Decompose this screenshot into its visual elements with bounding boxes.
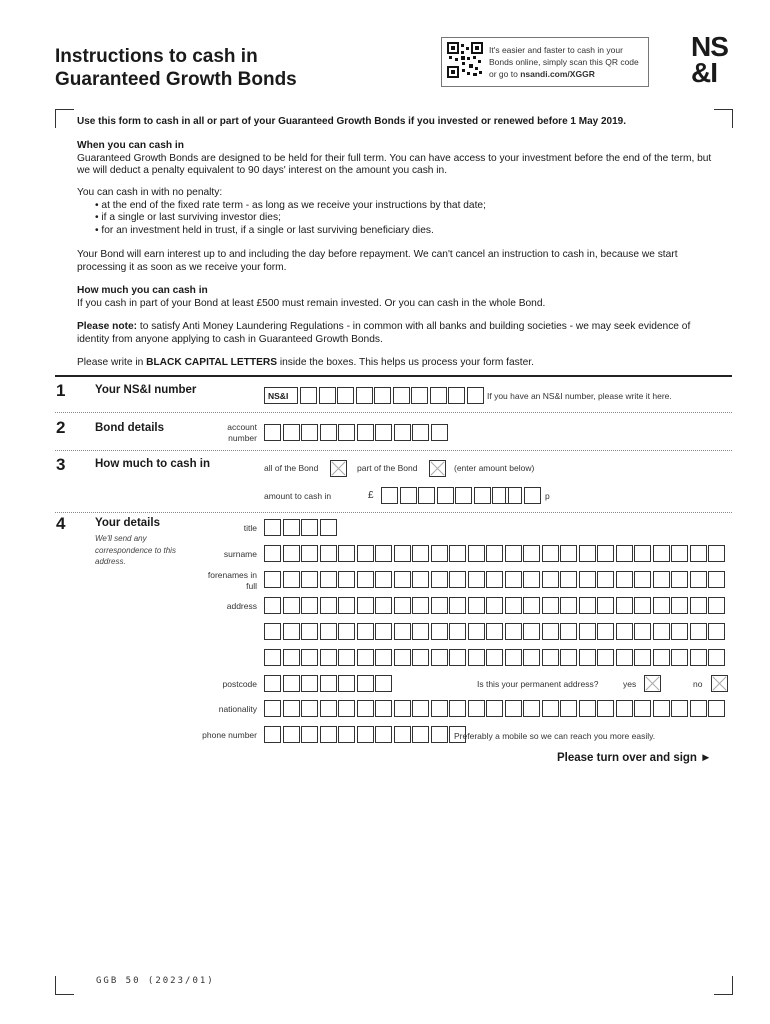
char-box[interactable] xyxy=(690,649,707,666)
char-box[interactable] xyxy=(393,387,410,404)
char-box[interactable] xyxy=(597,597,614,614)
char-box[interactable] xyxy=(264,675,281,692)
char-box[interactable] xyxy=(264,623,281,640)
char-box[interactable] xyxy=(301,545,318,562)
permanent-no-checkbox[interactable] xyxy=(711,675,728,692)
section-title: Your NS&I number xyxy=(95,384,197,396)
char-box[interactable] xyxy=(320,675,337,692)
crop-mark xyxy=(55,109,74,128)
char-box[interactable] xyxy=(283,675,300,692)
char-box[interactable] xyxy=(708,623,725,640)
char-box[interactable] xyxy=(357,675,374,692)
char-box[interactable] xyxy=(431,597,448,614)
char-box[interactable] xyxy=(431,571,448,588)
char-box[interactable] xyxy=(320,623,337,640)
char-box[interactable] xyxy=(357,597,374,614)
char-box[interactable] xyxy=(486,545,503,562)
char-box[interactable] xyxy=(357,623,374,640)
char-box[interactable] xyxy=(468,597,485,614)
char-box[interactable] xyxy=(653,597,670,614)
char-box[interactable] xyxy=(283,424,300,441)
address-line2-input[interactable] xyxy=(264,623,727,640)
char-box[interactable] xyxy=(449,700,466,717)
char-box[interactable] xyxy=(468,649,485,666)
char-box[interactable] xyxy=(523,597,540,614)
how-much-heading: How much you can cash in xyxy=(77,285,208,296)
char-box[interactable] xyxy=(375,675,392,692)
char-box[interactable] xyxy=(418,487,435,504)
section-number: 4 xyxy=(56,514,66,533)
forenames-label: forenames in full xyxy=(207,570,257,591)
char-box[interactable] xyxy=(337,387,354,404)
char-box[interactable] xyxy=(505,623,522,640)
char-box[interactable] xyxy=(394,726,411,743)
char-box[interactable] xyxy=(394,700,411,717)
page-title-line2: Guaranteed Growth Bonds xyxy=(55,69,297,90)
char-box[interactable] xyxy=(300,387,317,404)
char-box[interactable] xyxy=(301,424,318,441)
char-box[interactable] xyxy=(542,700,559,717)
char-box[interactable] xyxy=(542,571,559,588)
crop-mark xyxy=(714,976,733,995)
no-label: no xyxy=(693,679,703,689)
char-box[interactable] xyxy=(634,623,651,640)
char-box[interactable] xyxy=(301,571,318,588)
char-box[interactable] xyxy=(338,726,355,743)
char-box[interactable] xyxy=(671,649,688,666)
char-box[interactable] xyxy=(411,387,428,404)
char-box[interactable] xyxy=(690,597,707,614)
char-box[interactable] xyxy=(412,623,429,640)
char-box[interactable] xyxy=(264,545,281,562)
char-box[interactable] xyxy=(597,623,614,640)
char-box[interactable] xyxy=(264,726,281,743)
char-box[interactable] xyxy=(357,545,374,562)
online-link[interactable]: nsandi.com/XGGR xyxy=(520,69,595,79)
char-box[interactable] xyxy=(301,675,318,692)
char-box[interactable] xyxy=(338,571,355,588)
char-box[interactable] xyxy=(449,545,466,562)
char-box[interactable] xyxy=(690,623,707,640)
char-box[interactable] xyxy=(486,623,503,640)
char-box[interactable] xyxy=(320,649,337,666)
char-box[interactable] xyxy=(523,623,540,640)
char-box[interactable] xyxy=(486,571,503,588)
char-box[interactable] xyxy=(597,545,614,562)
permanent-address-question: Is this your permanent address? xyxy=(477,679,599,689)
section-number: 3 xyxy=(56,455,66,474)
intro-text: Use this form to cash in all or part of your Guaranteed Growth Bonds if you invested or renewed before 1 May 2019. xyxy=(77,116,627,127)
char-box[interactable] xyxy=(542,623,559,640)
qr-code-icon[interactable] xyxy=(447,42,483,78)
char-box[interactable] xyxy=(412,597,429,614)
char-box[interactable] xyxy=(301,649,318,666)
char-box[interactable] xyxy=(283,519,300,536)
char-box[interactable] xyxy=(597,700,614,717)
char-box[interactable] xyxy=(375,623,392,640)
surname-label: surname xyxy=(223,549,257,559)
char-box[interactable] xyxy=(431,649,448,666)
char-box[interactable] xyxy=(579,700,596,717)
char-box[interactable] xyxy=(560,649,577,666)
char-box[interactable] xyxy=(338,675,355,692)
char-box[interactable] xyxy=(430,387,447,404)
char-box[interactable] xyxy=(486,700,503,717)
char-box[interactable] xyxy=(653,649,670,666)
crop-mark xyxy=(55,976,74,995)
char-box[interactable] xyxy=(283,700,300,717)
char-box[interactable] xyxy=(708,700,725,717)
pence-sign: p xyxy=(545,491,550,501)
char-box[interactable] xyxy=(412,571,429,588)
char-box[interactable] xyxy=(505,649,522,666)
char-box[interactable] xyxy=(616,649,633,666)
section-title: Your details xyxy=(95,517,160,529)
penalty-section xyxy=(77,187,717,237)
char-box[interactable] xyxy=(448,387,465,404)
char-box[interactable] xyxy=(283,545,300,562)
char-box[interactable] xyxy=(579,571,596,588)
char-box[interactable] xyxy=(653,700,670,717)
char-box[interactable] xyxy=(449,571,466,588)
page-title-line1: Instructions to cash in xyxy=(55,46,258,67)
char-box[interactable] xyxy=(431,424,448,441)
char-box[interactable] xyxy=(474,487,491,504)
char-box[interactable] xyxy=(560,597,577,614)
char-box[interactable] xyxy=(505,487,522,504)
char-box[interactable] xyxy=(486,597,503,614)
char-box[interactable] xyxy=(468,545,485,562)
when-body: Guaranteed Growth Bonds are designed to be held for their full term. You can have access to your investment before the end of the term, but we will deduct a penalty equivalent to 90 days' interest on the amount you cash in. xyxy=(77,152,712,176)
char-box[interactable] xyxy=(523,571,540,588)
forenames-input[interactable] xyxy=(264,571,727,588)
char-box[interactable] xyxy=(653,545,670,562)
when-heading: When you can cash in xyxy=(77,140,184,151)
char-box[interactable] xyxy=(523,700,540,717)
char-box[interactable] xyxy=(579,623,596,640)
char-box[interactable] xyxy=(338,597,355,614)
char-box[interactable] xyxy=(523,649,540,666)
char-box[interactable] xyxy=(671,623,688,640)
section-divider xyxy=(55,412,732,413)
char-box[interactable] xyxy=(634,700,651,717)
amount-pence-input[interactable] xyxy=(505,487,542,504)
char-box[interactable] xyxy=(634,597,651,614)
account-number-input[interactable] xyxy=(264,424,449,441)
section-divider xyxy=(55,450,732,451)
char-box[interactable] xyxy=(394,571,411,588)
char-box[interactable] xyxy=(616,571,633,588)
char-box[interactable] xyxy=(264,571,281,588)
char-box[interactable] xyxy=(467,387,484,404)
char-box[interactable] xyxy=(579,545,596,562)
char-box[interactable] xyxy=(560,545,577,562)
char-box[interactable] xyxy=(690,700,707,717)
penalty-bullet: • if a single or last surviving investor dies; xyxy=(95,212,717,225)
char-box[interactable] xyxy=(301,623,318,640)
penalty-bullet: • at the end of the fixed rate term - as long as we receive your instructions by that date; xyxy=(95,200,717,213)
char-box[interactable] xyxy=(653,623,670,640)
char-box[interactable] xyxy=(486,649,503,666)
nsi-number-hint: If you have an NS&I number, please write it here. xyxy=(487,391,672,401)
char-box[interactable] xyxy=(455,487,472,504)
char-box[interactable] xyxy=(597,571,614,588)
how-much-section xyxy=(77,285,717,310)
turn-over-instruction: Please turn over and sign ► xyxy=(557,752,712,764)
char-box[interactable] xyxy=(690,571,707,588)
title-label: title xyxy=(243,523,257,533)
form-code: GGB 50 (2023/01) xyxy=(96,976,215,986)
char-box[interactable] xyxy=(338,545,355,562)
interest-text: Your Bond will earn interest up to and including the day before repayment. We can't cancel an instruction to cash in, because we start processing it as soon as we receive your form. xyxy=(77,249,678,273)
char-box[interactable] xyxy=(708,597,725,614)
char-box[interactable] xyxy=(394,649,411,666)
char-box[interactable] xyxy=(338,649,355,666)
write-instruction: Please write in BLACK CAPITAL LETTERS inside the boxes. This helps us process your form faster. xyxy=(77,357,534,368)
char-box[interactable] xyxy=(560,700,577,717)
amount-pounds-input[interactable] xyxy=(381,487,511,504)
phone-hint: Preferably a mobile so we can reach you more easily. xyxy=(454,731,656,741)
char-box[interactable] xyxy=(616,623,633,640)
when-section xyxy=(77,140,717,178)
penalty-lead: You can cash in with no penalty: xyxy=(77,187,223,198)
char-box[interactable] xyxy=(431,545,448,562)
char-box[interactable] xyxy=(449,597,466,614)
char-box[interactable] xyxy=(431,700,448,717)
pound-sign: £ xyxy=(368,490,374,501)
char-box[interactable] xyxy=(264,700,281,717)
yes-label: yes xyxy=(623,679,637,689)
char-box[interactable] xyxy=(375,571,392,588)
char-box[interactable] xyxy=(468,623,485,640)
char-box[interactable] xyxy=(412,545,429,562)
char-box[interactable] xyxy=(283,649,300,666)
how-much-body: If you cash in part of your Bond at least £500 must remain invested. Or you can cash in the whole Bond. xyxy=(77,297,546,309)
address-label: address xyxy=(226,601,257,611)
char-box[interactable] xyxy=(357,700,374,717)
char-box[interactable] xyxy=(431,726,448,743)
char-box[interactable] xyxy=(356,387,373,404)
char-box[interactable] xyxy=(283,597,300,614)
char-box[interactable] xyxy=(264,649,281,666)
phone-input[interactable] xyxy=(264,726,468,743)
char-box[interactable] xyxy=(283,571,300,588)
char-box[interactable] xyxy=(301,597,318,614)
char-box[interactable] xyxy=(400,487,417,504)
char-box[interactable] xyxy=(375,597,392,614)
char-box[interactable] xyxy=(579,649,596,666)
char-box[interactable] xyxy=(505,545,522,562)
char-box[interactable] xyxy=(301,519,318,536)
title-input[interactable] xyxy=(264,519,338,536)
char-box[interactable] xyxy=(505,597,522,614)
char-box[interactable] xyxy=(634,649,651,666)
char-box[interactable] xyxy=(394,545,411,562)
penalty-bullet: • for an investment held in trust, if a single or last surviving beneficiary dies. xyxy=(95,225,717,238)
permanent-yes-checkbox[interactable] xyxy=(644,675,661,692)
char-box[interactable] xyxy=(671,597,688,614)
char-box[interactable] xyxy=(542,649,559,666)
char-box[interactable] xyxy=(412,424,429,441)
char-box[interactable] xyxy=(542,545,559,562)
char-box[interactable] xyxy=(301,726,318,743)
please-note: Please note: to satisfy Anti Money Laundering Regulations - in common with all banks and building societies - we may seek evidence of identity from anyone applying to cash in Guaranteed Growth Bonds. xyxy=(77,321,691,345)
section-title: How much to cash in xyxy=(95,458,211,470)
all-bond-label: all of the Bond xyxy=(264,463,319,473)
char-box[interactable] xyxy=(653,571,670,588)
section-number: 1 xyxy=(56,381,66,400)
address-line1-input[interactable] xyxy=(264,597,727,614)
nationality-label: nationality xyxy=(218,704,257,714)
char-box[interactable] xyxy=(671,700,688,717)
char-box[interactable] xyxy=(616,545,633,562)
char-box[interactable] xyxy=(320,597,337,614)
amount-label: amount to cash in xyxy=(264,491,332,501)
char-box[interactable] xyxy=(319,387,336,404)
char-box[interactable] xyxy=(634,571,651,588)
surname-input[interactable] xyxy=(264,545,727,562)
char-box[interactable] xyxy=(357,726,374,743)
char-box[interactable] xyxy=(394,424,411,441)
part-bond-label: part of the Bond xyxy=(357,463,418,473)
char-box[interactable] xyxy=(708,571,725,588)
char-box[interactable] xyxy=(320,726,337,743)
correspondence-note: We'll send any correspondence to this address. xyxy=(95,534,176,566)
char-box[interactable] xyxy=(560,571,577,588)
nsi-prefix-box: NS&I xyxy=(264,387,298,404)
char-box[interactable] xyxy=(690,545,707,562)
char-box[interactable] xyxy=(634,545,651,562)
char-box[interactable] xyxy=(524,487,541,504)
char-box[interactable] xyxy=(449,649,466,666)
char-box[interactable] xyxy=(320,700,337,717)
part-bond-checkbox[interactable] xyxy=(429,460,446,477)
char-box[interactable] xyxy=(338,623,355,640)
char-box[interactable] xyxy=(283,623,300,640)
char-box[interactable] xyxy=(375,545,392,562)
char-box[interactable] xyxy=(671,571,688,588)
char-box[interactable] xyxy=(579,597,596,614)
char-box[interactable] xyxy=(542,597,559,614)
postcode-label: postcode xyxy=(222,679,257,689)
char-box[interactable] xyxy=(381,487,398,504)
char-box[interactable] xyxy=(375,424,392,441)
qr-callout-text: It's easier and faster to cash in your Bonds online, simply scan this QR code or go to nsandi.com/XGGR xyxy=(489,45,639,79)
char-box[interactable] xyxy=(505,700,522,717)
char-box[interactable] xyxy=(375,700,392,717)
enter-amount-hint: (enter amount below) xyxy=(454,463,535,473)
char-box[interactable] xyxy=(320,571,337,588)
section-number: 2 xyxy=(56,418,66,437)
section-divider xyxy=(55,375,732,377)
char-box[interactable] xyxy=(560,623,577,640)
nsi-number-input[interactable] xyxy=(300,387,485,404)
char-box[interactable] xyxy=(412,700,429,717)
char-box[interactable] xyxy=(394,597,411,614)
char-box[interactable] xyxy=(671,545,688,562)
nationality-input[interactable] xyxy=(264,700,727,717)
account-number-label: account number xyxy=(227,422,257,443)
char-box[interactable] xyxy=(375,726,392,743)
char-box[interactable] xyxy=(264,597,281,614)
char-box[interactable] xyxy=(338,424,355,441)
section-divider xyxy=(55,512,732,513)
address-line3-input[interactable] xyxy=(264,649,727,666)
char-box[interactable] xyxy=(301,700,318,717)
char-box[interactable] xyxy=(320,519,337,536)
char-box[interactable] xyxy=(264,519,281,536)
char-box[interactable] xyxy=(505,571,522,588)
char-box[interactable] xyxy=(437,487,454,504)
char-box[interactable] xyxy=(283,726,300,743)
postcode-input[interactable] xyxy=(264,675,394,692)
char-box[interactable] xyxy=(468,700,485,717)
page-title xyxy=(55,45,297,91)
char-box[interactable] xyxy=(708,649,725,666)
char-box[interactable] xyxy=(468,571,485,588)
phone-label: phone number xyxy=(202,730,257,740)
char-box[interactable] xyxy=(357,649,374,666)
char-box[interactable] xyxy=(412,726,429,743)
all-bond-checkbox[interactable] xyxy=(330,460,347,477)
section-title: Bond details xyxy=(95,422,165,434)
char-box[interactable] xyxy=(431,623,448,640)
char-box[interactable] xyxy=(449,623,466,640)
char-box[interactable] xyxy=(320,545,337,562)
char-box[interactable] xyxy=(708,545,725,562)
char-box[interactable] xyxy=(523,545,540,562)
char-box[interactable] xyxy=(320,424,337,441)
char-box[interactable] xyxy=(357,571,374,588)
char-box[interactable] xyxy=(616,700,633,717)
char-box[interactable] xyxy=(394,623,411,640)
char-box[interactable] xyxy=(412,649,429,666)
char-box[interactable] xyxy=(616,597,633,614)
char-box[interactable] xyxy=(264,424,281,441)
char-box[interactable] xyxy=(597,649,614,666)
char-box[interactable] xyxy=(374,387,391,404)
nsi-logo: NS &I xyxy=(691,31,728,88)
char-box[interactable] xyxy=(338,700,355,717)
char-box[interactable] xyxy=(357,424,374,441)
char-box[interactable] xyxy=(375,649,392,666)
